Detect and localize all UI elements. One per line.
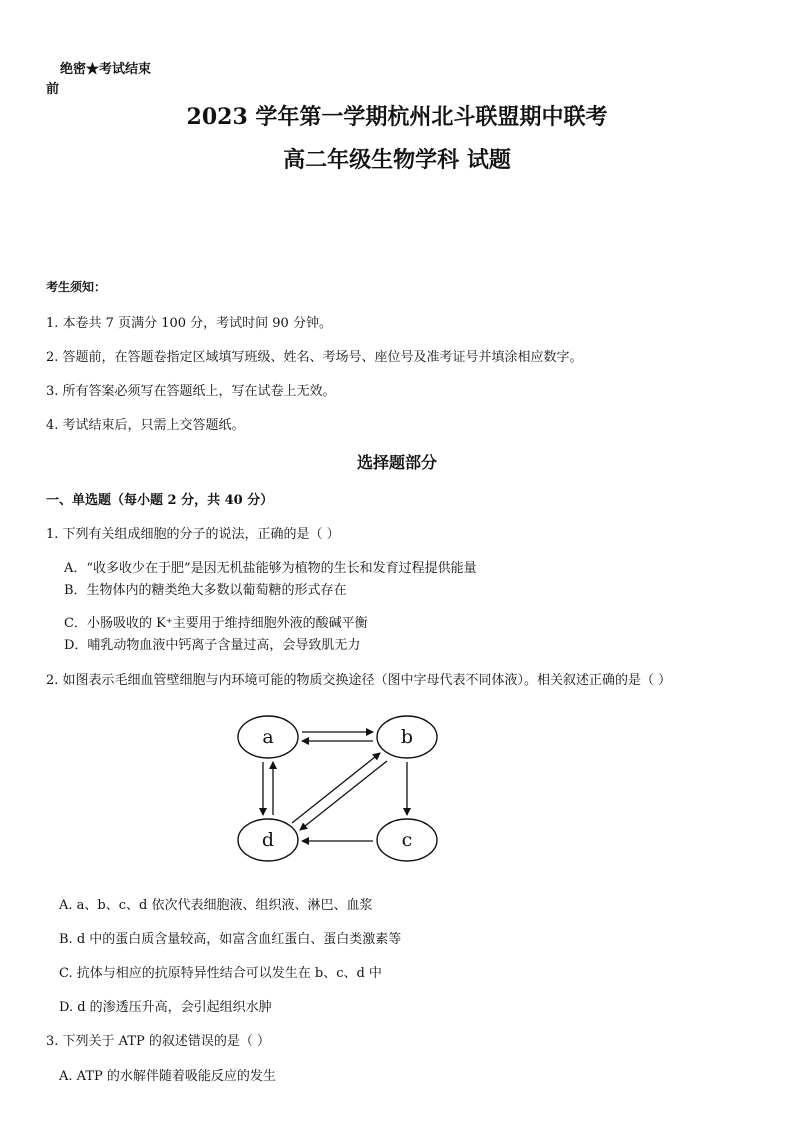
question-1-option-b: B．生物体内的糖类绝大多数以葡萄糖的形式存在 xyxy=(64,583,347,598)
question-stem-3: 3. 下列关于 ATP 的叙述错误的是（ ） xyxy=(46,1034,271,1049)
question-2-option-d: D. d 的渗透压升高，会引起组织水肿 xyxy=(59,1000,272,1015)
question-1-option-d: D．哺乳动物血液中钙离子含量过高，会导致肌无力 xyxy=(64,638,361,653)
notice-item: 1. 本卷共 7 页满分 100 分，考试时间 90 分钟。 xyxy=(46,316,332,331)
body-fluid-exchange-diagram xyxy=(230,708,450,878)
notice-heading: 考生须知： xyxy=(46,280,107,294)
question-2-option-a: A. a、b、c、d 依次代表细胞液、组织液、淋巴、血浆 xyxy=(59,898,373,913)
question-stem-1: 1. 下列有关组成细胞的分子的说法，正确的是（ ） xyxy=(46,527,340,542)
question-1-option-a: A．“收多收少在于肥”是因无机盐能够为植物的生长和发育过程提供能量 xyxy=(64,561,477,576)
notice-item: 4. 考试结束后，只需上交答题纸。 xyxy=(46,418,245,433)
part-title: 一、单选题（每小题 2 分，共 40 分） xyxy=(46,493,274,508)
question-3-option-a: A. ATP 的水解伴随着吸能反应的发生 xyxy=(59,1069,276,1084)
arrow-b-to-d xyxy=(300,761,387,830)
exam-title: 2023 学年第一学期杭州北斗联盟期中联考 xyxy=(186,104,608,130)
question-2-option-c: C. 抗体与相应的抗原特异性结合可以发生在 b、c、d 中 xyxy=(59,966,382,981)
confidential-mark-continued: 前 xyxy=(46,82,60,97)
exam-subtitle: 高二年级生物学科 试题 xyxy=(283,147,511,173)
node-c-label: c xyxy=(401,829,413,851)
notice-item: 2. 答题前，在答题卷指定区域填写班级、姓名、考场号、座位号及准考证号并填涂相应数字。 xyxy=(46,350,583,365)
arrow-d-to-b xyxy=(292,753,380,823)
confidential-mark: 绝密★考试结束 xyxy=(60,62,152,77)
section-title: 选择题部分 xyxy=(356,453,437,472)
question-1-option-c: C．小肠吸收的 K⁺主要用于维持细胞外液的酸碱平衡 xyxy=(64,616,368,631)
node-a-label: a xyxy=(262,726,274,748)
node-d-label: d xyxy=(261,829,275,851)
question-2-option-b: B. d 中的蛋白质含量较高，如富含血红蛋白、蛋白类激素等 xyxy=(59,932,402,947)
notice-item: 3. 所有答案必须写在答题纸上，写在试卷上无效。 xyxy=(46,384,336,399)
question-stem-2: 2. 如图表示毛细血管壁细胞与内环境可能的物质交换途径（图中字母代表不同体液）。相关叙述正确的是（ ） xyxy=(46,673,672,688)
node-b-label: b xyxy=(400,726,414,748)
